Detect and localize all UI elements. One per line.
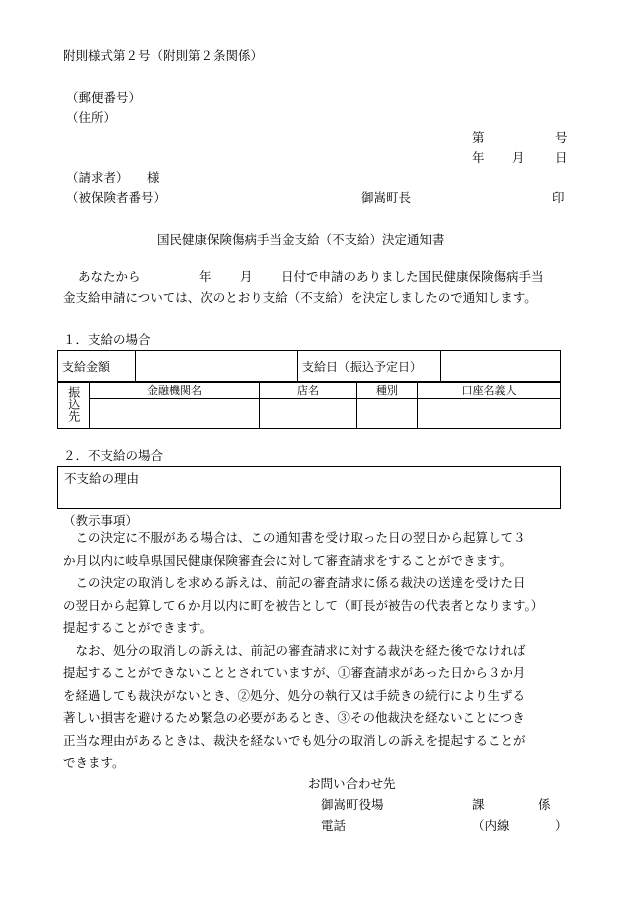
notice-body xyxy=(63,527,571,775)
section1-heading: １．支給の場合 xyxy=(63,332,151,347)
contact-extension-close: ） xyxy=(555,818,568,833)
intro-line-2: 金支給申請については、次のとおり支給（不支給）を決定しましたので通知します。 xyxy=(63,290,537,305)
account-type-value xyxy=(357,399,418,429)
payment-date-value xyxy=(441,351,561,383)
notice-line: の翌日から起算して６か月以内に町を被告として（町長が被告の代表者となります。） xyxy=(63,597,544,613)
notice-line: を経過しても裁決がないとき、②処分、処分の執行又は手続きの続行により生ずる xyxy=(63,687,526,703)
notice-line: この決定の取消しを求める訴えは、前記の審査請求に係る裁決の送達を受けた日 xyxy=(63,575,526,590)
transfer-table xyxy=(57,381,561,429)
contact-extension-open: （内線 xyxy=(472,818,510,833)
branch-value xyxy=(260,399,357,429)
notice-line: できます。 xyxy=(63,755,125,770)
doc-number-dai: 第 xyxy=(472,130,485,145)
amount-value xyxy=(136,351,298,383)
insured-number-label: （被保険者番号） xyxy=(66,190,167,205)
non-payment-reason-label: 不支給の理由 xyxy=(64,471,140,486)
seal-mark: 印 xyxy=(552,190,565,205)
intro-month: 月 xyxy=(240,269,253,284)
address-label: （住所） xyxy=(66,110,117,125)
branch-label: 店名 xyxy=(260,382,357,399)
contact-kakari: 係 xyxy=(538,797,551,812)
notice-line: この決定に不服がある場合は、この通知書を受け取った日の翌日から起算して３ xyxy=(63,530,526,545)
claimant-honorific: 様 xyxy=(147,170,160,185)
contact-office: 御嵩町役場 xyxy=(321,797,384,812)
notice-heading: （教示事項） xyxy=(63,513,139,528)
payment-date-label: 支給日（振込予定日） xyxy=(298,351,441,383)
contact-heading: お問い合わせ先 xyxy=(308,776,396,791)
notice-line: なお、処分の取消しの訴えは、前記の審査請求に対する裁決を経た後でなければ xyxy=(63,642,526,658)
payment-table-top xyxy=(57,350,561,383)
contact-phone-label: 電話 xyxy=(321,818,347,833)
notice-line: 著しい損害を避けるため緊急の必要があるとき、③その他裁決を経ないことにつき xyxy=(63,710,525,725)
transfer-label xyxy=(58,382,90,429)
intro-year: 年 xyxy=(199,269,212,284)
document-title: 国民健康保険傷病手当金支給（不支給）決定通知書 xyxy=(157,232,445,247)
date-month: 月 xyxy=(512,150,525,165)
notice-line: 提起することができます。 xyxy=(63,620,213,635)
notice-line: か月以内に岐阜県国民健康保険審査会に対して審査請求をすることができます。 xyxy=(63,552,513,568)
bank-name-value xyxy=(90,399,260,429)
doc-number-go: 号 xyxy=(555,130,568,145)
issuer-name: 御嵩町長 xyxy=(361,190,412,205)
bank-name-label: 金融機関名 xyxy=(90,382,260,399)
intro-text-a: あなたから xyxy=(78,269,141,284)
intro-text-b: 日付で申請のありました国民健康保険傷病手当 xyxy=(281,269,544,284)
account-type-label: 種別 xyxy=(357,382,418,399)
claimant-label: （請求者） xyxy=(66,170,129,185)
amount-label: 支給金額 xyxy=(58,351,136,383)
notice-line: 正当な理由があるときは、裁決を経ないでも処分の取消しの訴えを提起することが xyxy=(63,732,526,748)
transfer-label-text: 振込先 xyxy=(66,385,81,422)
form-number: 附則様式第２号（附則第２条関係） xyxy=(63,48,264,63)
postal-code-label: （郵便番号） xyxy=(66,90,142,105)
contact-ka: 課 xyxy=(472,797,485,812)
date-year: 年 xyxy=(472,150,485,165)
section2-heading: ２．不支給の場合 xyxy=(63,448,164,463)
non-payment-reason-box xyxy=(57,466,561,509)
account-holder-label: 口座名義人 xyxy=(418,382,561,399)
account-holder-value xyxy=(418,399,561,429)
notice-line: 提起することができないこととされていますが、①審査請求があった日から３か月 xyxy=(63,665,526,680)
date-day: 日 xyxy=(555,150,568,165)
